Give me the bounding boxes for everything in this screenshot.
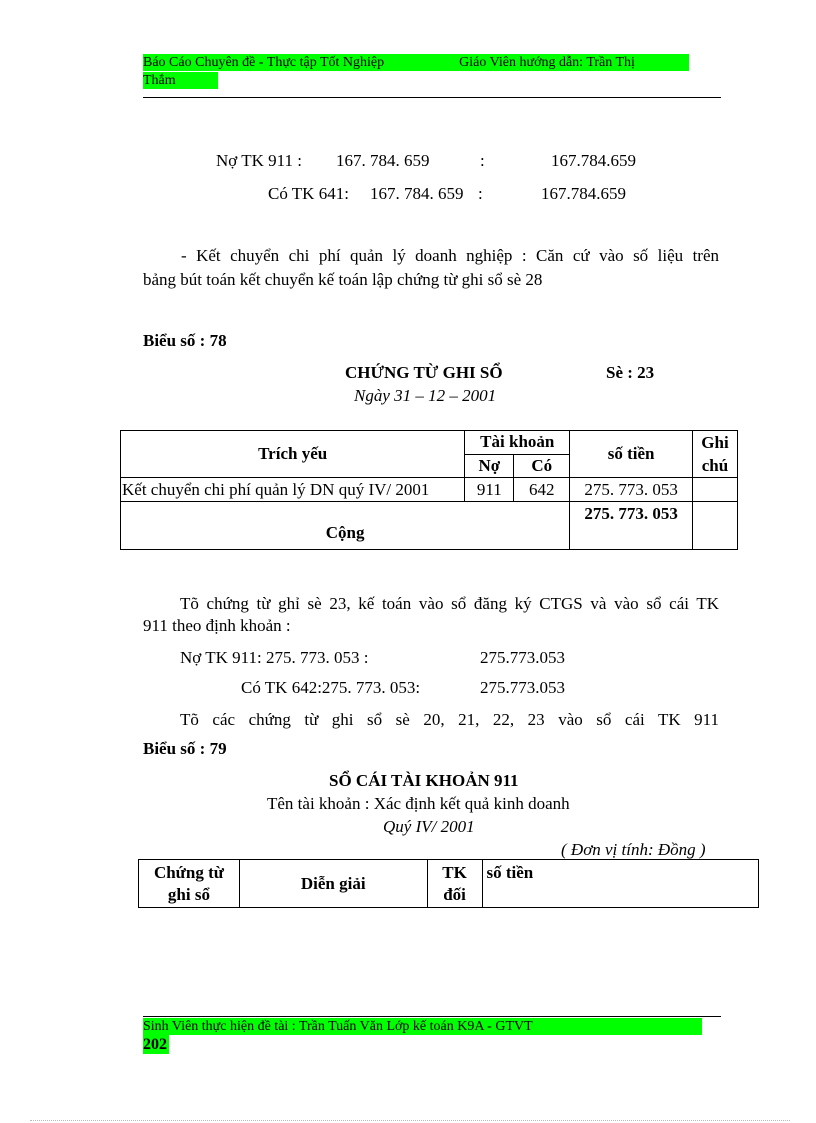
entry-debit-911-label: Nợ TK 911 :	[216, 151, 302, 170]
row-note	[693, 478, 738, 502]
col-header-diengiai: Diễn giải	[239, 860, 427, 908]
col-header-voucher-line-2: ghi sổ	[167, 884, 210, 904]
footer-text: Sinh Viên thực hiện đề tài : Trần Tuấn Văn Lớp kế toán K9A - GTVT	[143, 1018, 702, 1035]
total-note	[693, 502, 738, 550]
header-continuation: Thắm	[143, 72, 218, 89]
footer-rule	[143, 1016, 721, 1017]
entry-credit-641-total: 167.784.659	[541, 184, 626, 203]
page-bottom-divider	[30, 1120, 790, 1121]
form-79-account-name: Tên tài khoản : Xác định kết quả kinh doanh	[267, 794, 570, 813]
header-rule	[143, 97, 721, 98]
total-label: Cộng	[121, 502, 570, 550]
entry-credit-641-label: Có TK 641:	[268, 184, 349, 203]
paragraph-2-line-1: Tõ chứng từ ghỉ sè 23, kế toán vào sổ đăng ký CTGS và vào sổ cái TK	[180, 594, 719, 613]
col-header-voucher-line-1: Chứng từ	[153, 862, 224, 882]
form-79-unit: ( Đơn vị tính: Đồng )	[561, 840, 706, 859]
col-header-description: Trích yếu	[121, 431, 465, 478]
total-row	[121, 502, 738, 550]
form-79-label: Biểu số : 79	[143, 739, 227, 758]
paragraph-3: Tõ các chứng từ ghi sổ sè 20, 21, 22, 23 vào sổ cái TK 911	[180, 710, 719, 729]
row-credit: 642	[514, 478, 570, 502]
header-left: Báo Cáo Chuyên đề - Thực tập Tốt Nghiệp	[143, 55, 385, 70]
entry-credit-641-separator: :	[478, 184, 483, 203]
form-78-label: Biểu số : 78	[143, 331, 227, 350]
row-debit: 911	[465, 478, 514, 502]
page-number: 202	[143, 1036, 167, 1053]
paragraph-2-line-2: 911 theo định khoản :	[143, 616, 291, 635]
col-header-ledger-amount: số tiền	[482, 860, 759, 908]
entry-debit-911-label-2: Nợ TK 911: 275. 773. 053 :	[180, 648, 369, 667]
col-header-account: Tài khoản	[465, 431, 570, 455]
col-header-note: Ghi chú	[693, 431, 738, 478]
col-header-debit: Nợ	[465, 454, 514, 478]
row-amount: 275. 773. 053	[570, 478, 693, 502]
entry-credit-642-label: Có TK 642:275. 773. 053:	[241, 678, 421, 697]
entry-credit-641-amount: 167. 784. 659	[370, 184, 464, 203]
entry-credit-642-total: 275.773.053	[480, 678, 565, 697]
total-amount: 275. 773. 053	[570, 502, 693, 550]
col-header-contra-line-1: TK	[442, 862, 467, 882]
form-78-title: CHỨNG TỪ GHI SỔ	[345, 363, 503, 382]
entry-debit-911-separator: :	[480, 151, 485, 170]
col-header-credit: Có	[514, 454, 570, 478]
col-header-contra-account	[427, 860, 482, 908]
row-description: Kết chuyển chi phí quản lý DN quý IV/ 2001	[121, 478, 465, 502]
voucher-table	[120, 430, 738, 550]
paragraph-1-line-2: bảng bút toán kết chuyển kế toán lập chứng từ ghi sổ sè 28	[143, 270, 543, 289]
ledger-table	[138, 859, 759, 908]
col-header-voucher	[139, 860, 240, 908]
entry-debit-911-total: 167.784.659	[551, 151, 636, 170]
table-row	[121, 478, 738, 502]
form-79-title: SỔ CÁI TÀI KHOẢN 911	[329, 771, 519, 790]
paragraph-1-line-1: - Kết chuyển chi phí quản lý doanh nghiệp : Căn cứ vào số liệu trên	[181, 246, 719, 265]
header-right: Giáo Viên hướng dẫn: Trần Thị	[459, 55, 635, 70]
form-78-date: Ngày 31 – 12 – 2001	[354, 386, 497, 405]
col-header-amount: số tiền	[570, 431, 693, 478]
entry-debit-911-total-2: 275.773.053	[480, 648, 565, 667]
form-78-number: Sè : 23	[606, 363, 655, 382]
form-79-period: Quý IV/ 2001	[383, 817, 475, 836]
running-header	[143, 54, 689, 71]
col-header-contra-line-2: đối	[443, 884, 466, 904]
entry-debit-911-amount: 167. 784. 659	[336, 151, 430, 170]
